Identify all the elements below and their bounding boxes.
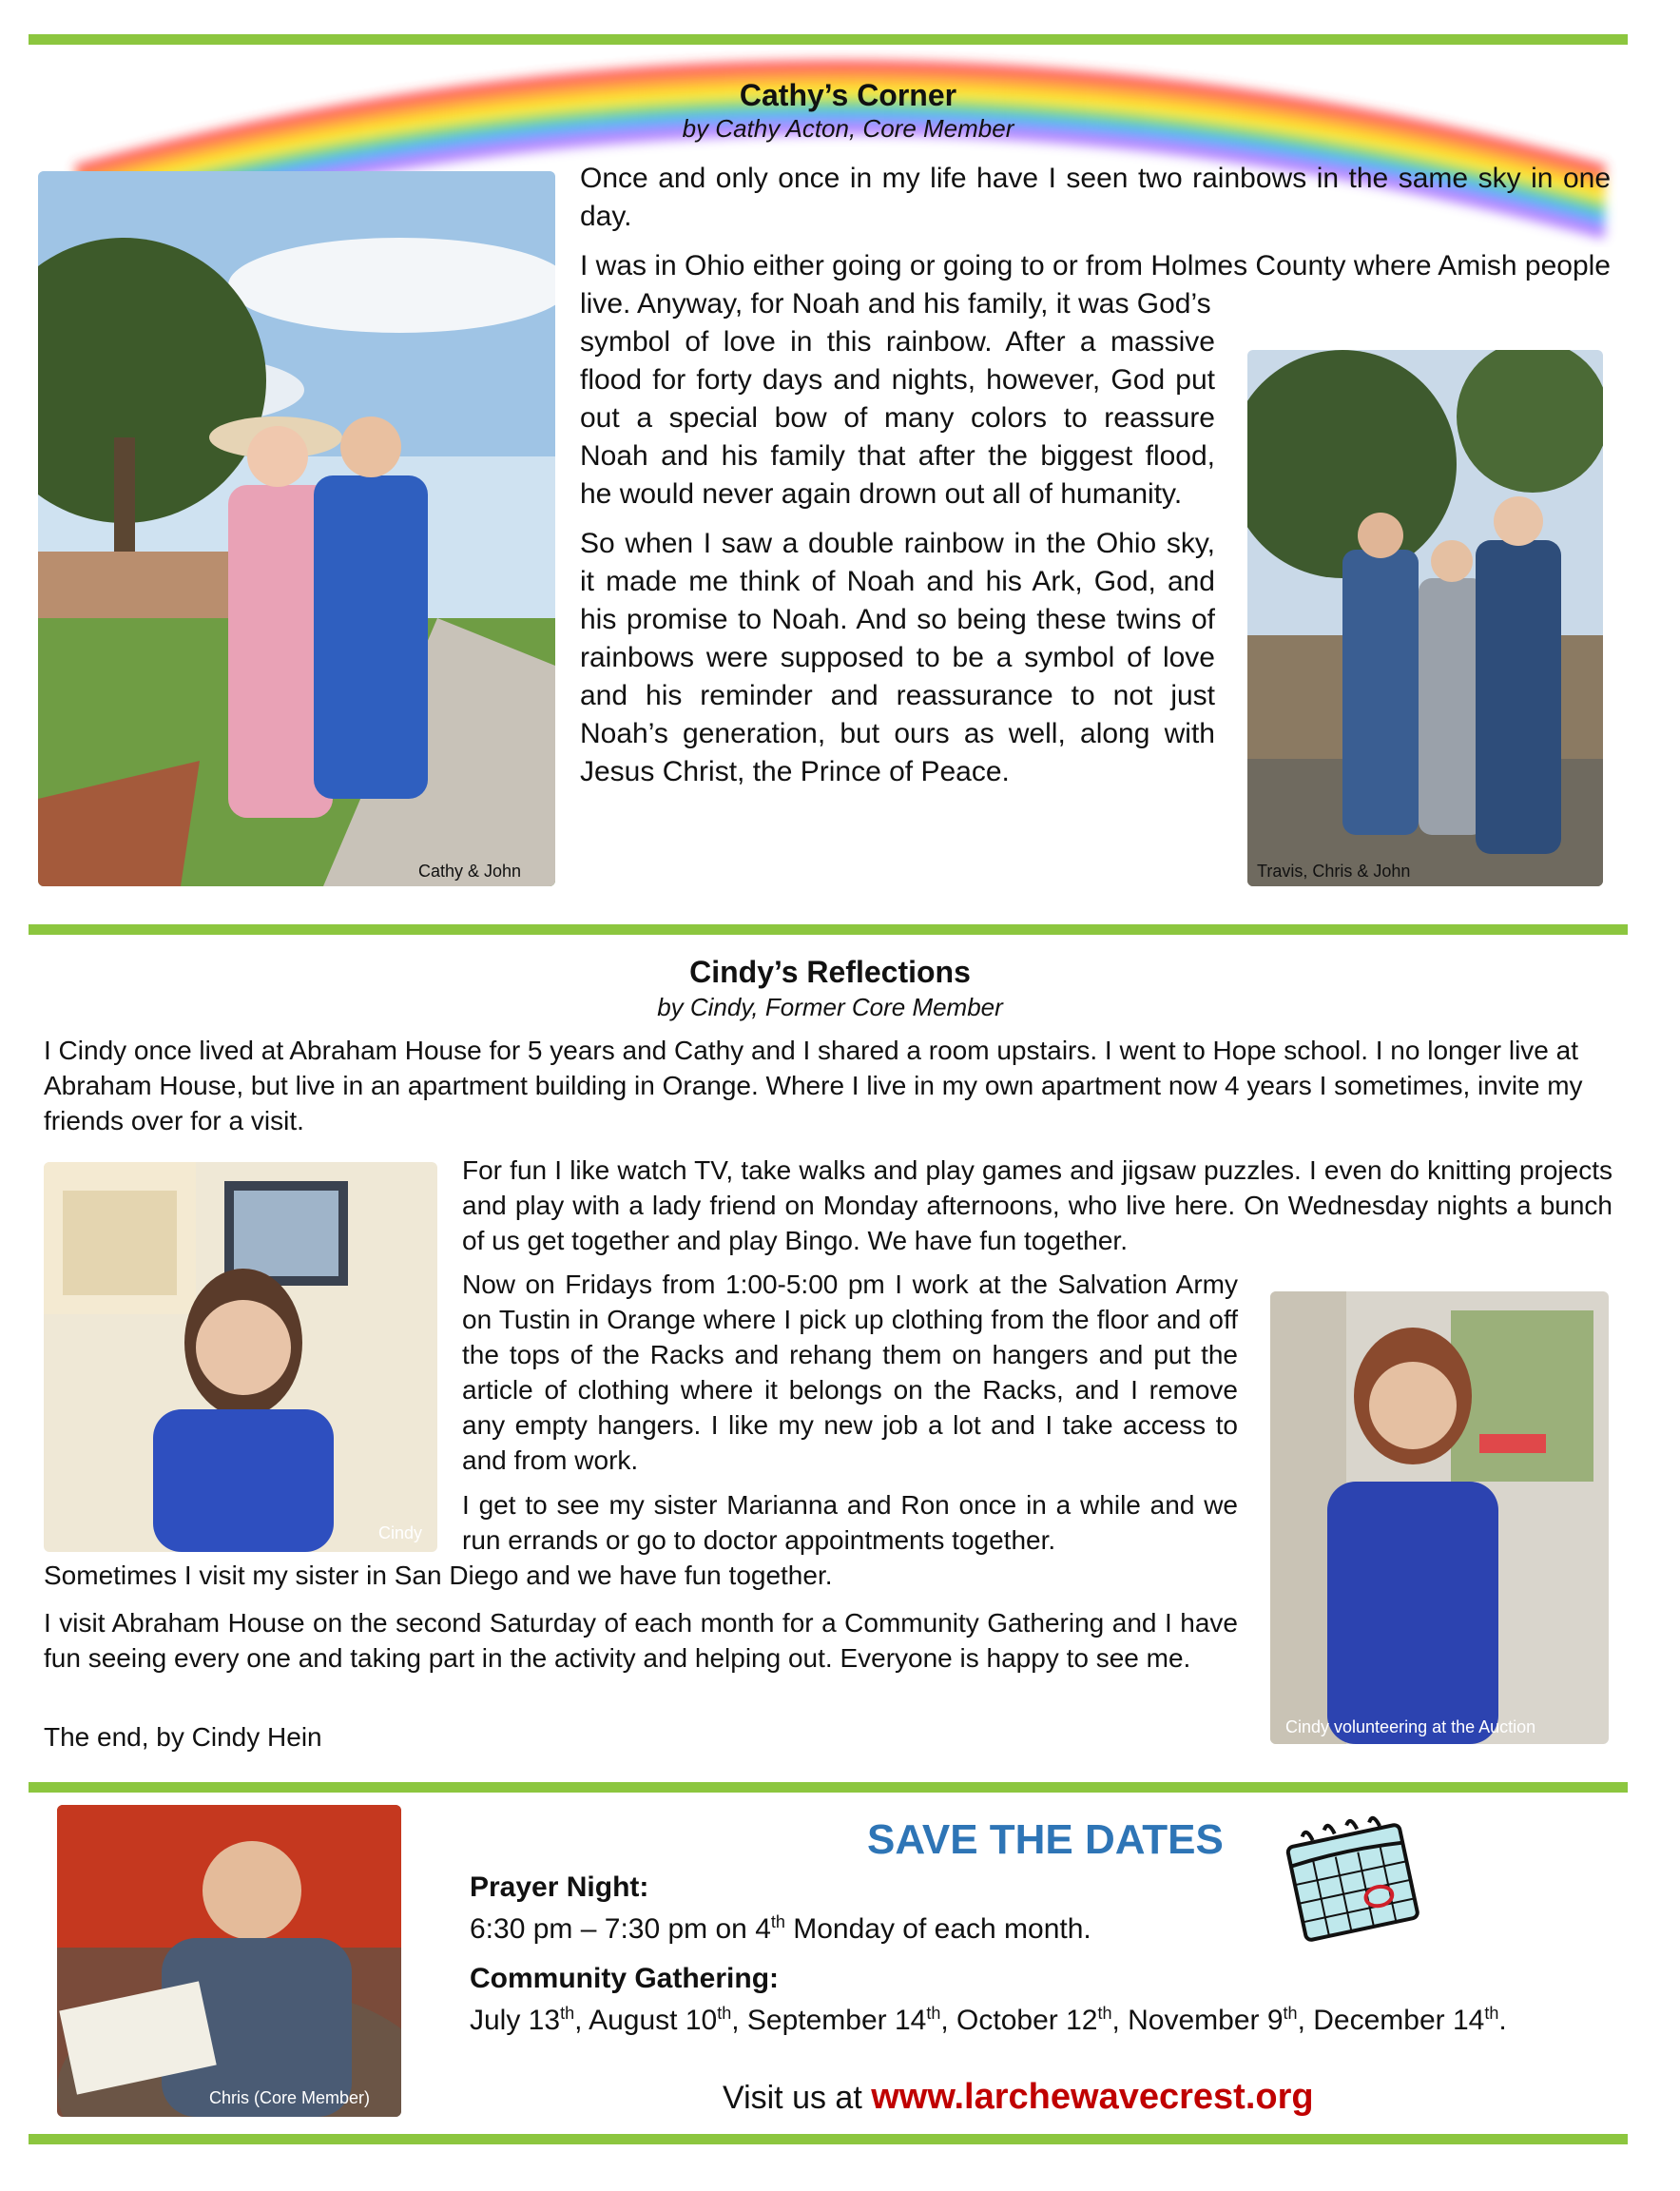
cathy-title: Cathy’s Corner — [739, 78, 957, 112]
date-september: , September 14 — [731, 2005, 927, 2036]
community-gathering-dates — [470, 2005, 1507, 2037]
community-gathering-block — [470, 1963, 1507, 2037]
prayer-night-block — [470, 1871, 1091, 1946]
ordinal: th — [1283, 2004, 1298, 2023]
visit-us-line — [723, 2077, 1314, 2118]
section-divider-1 — [29, 924, 1628, 935]
cathy-paragraph-2a: I was in Ohio either going or going to or from Holmes County where Amish people live. Anyway, for Noah and his family, it was God’s — [580, 250, 1611, 320]
photo-cindy — [44, 1162, 437, 1552]
photo-travis-chris-john — [1247, 350, 1603, 886]
visit-us-text: Visit us at — [723, 2080, 872, 2116]
community-gathering-label: Community Gathering: — [470, 1963, 780, 1994]
photo-cindy-auction — [1270, 1291, 1609, 1744]
prayer-ordinal: th — [770, 1912, 785, 1931]
date-august: , August 10 — [574, 2005, 718, 2036]
cindy-byline: by Cindy, Former Core Member — [657, 993, 1003, 1021]
cathy-text-column — [580, 323, 1215, 803]
website-link[interactable]: www.larchewavecrest.org — [871, 2077, 1314, 2117]
dates-period: . — [1498, 2005, 1507, 2036]
cindy-paragraph-1: I Cindy once lived at Abraham House for 5 years and Cathy and I shared a room upstairs. I went to Hope school. I no longer live at Abraham House, but live in an apartment building in Orange. Where I live in my own apartment now 4 years I sometimes, invite my friends over for a visit. — [44, 1036, 1583, 1135]
save-the-dates-heading: SAVE THE DATES — [867, 1816, 1224, 1863]
ordinal: th — [926, 2004, 941, 2023]
date-july: July 13 — [470, 2005, 561, 2036]
date-october: , October 12 — [940, 2005, 1098, 2036]
prayer-time-text-end: Monday of each month. — [784, 1913, 1091, 1945]
date-november: , November 9 — [1111, 2005, 1284, 2036]
cindy-paragraph-4a: I get to see my sister Marianna and Ron once in a while and we run errands or go to doctor appointments together. — [462, 1490, 1238, 1555]
cathy-text-top — [580, 160, 1611, 323]
caption-cathy-john: Cathy & John — [418, 862, 522, 881]
section-divider-2 — [29, 1782, 1628, 1793]
photo-cathy-john — [38, 171, 555, 886]
prayer-night-time — [470, 1913, 1091, 1946]
ordinal: th — [1097, 2004, 1112, 2023]
cathy-paragraph-3: So when I saw a double rainbow in the Ohio sky, it made me think of Noah and his Ark, God, and his promise to Noah. And so being these twins of rainbows were supposed to be a symbol of love and his reminder and reassurance to not just Noah’s generation, but ours as well, along with Jesus Christ, the Prince of Peace. — [580, 528, 1215, 787]
caption-chris: Chris (Core Member) — [209, 2088, 371, 2107]
prayer-night-label: Prayer Night: — [470, 1871, 649, 1903]
calendar-icon — [1274, 1811, 1426, 1948]
cathy-paragraph-1: Once and only once in my life have I seen two rainbows in the same sky in one day. — [580, 163, 1611, 232]
cathy-paragraph-2b: symbol of love in this rainbow. After a massive flood for forty days and nights, however, God put out a special bow of many colors to reassure Noah and his family that after the biggest flood, he would never again drown out all of humanity. — [580, 326, 1215, 510]
cathy-byline: by Cathy Acton, Core Member — [682, 114, 1014, 143]
caption-cindy: Cindy — [378, 1523, 423, 1542]
cindy-title: Cindy’s Reflections — [689, 955, 971, 989]
photo-chris — [57, 1805, 401, 2117]
ordinal: th — [717, 2004, 732, 2023]
caption-travis-chris-john: Travis, Chris & John — [1257, 862, 1411, 881]
bottom-divider — [29, 2134, 1628, 2144]
caption-cindy-auction: Cindy volunteering at the Auction — [1285, 1717, 1536, 1736]
cindy-paragraph-4b: Sometimes I visit my sister in San Diego and we have fun together. — [44, 1561, 833, 1590]
ordinal: th — [1484, 2004, 1499, 2023]
prayer-time-text: 6:30 pm – 7:30 pm on 4 — [470, 1913, 771, 1945]
cindy-paragraph-2: For fun I like watch TV, take walks and play games and jigsaw puzzles. I even do knitting projects and play with a lady friend on Monday afternoons, who live here. On Wednesday nights a bunch of us get together and play Bingo. We have fun together. — [462, 1155, 1612, 1255]
cindy-paragraph-5: I visit Abraham House on the second Saturday of each month for a Community Gathering and I have fun seeing every one and taking part in the activity and helping out. Everyone is happy to see me. — [44, 1608, 1238, 1673]
ordinal: th — [560, 2004, 575, 2023]
date-december: , December 14 — [1297, 2005, 1485, 2036]
cindy-paragraph-3: Now on Fridays from 1:00-5:00 pm I work at the Salvation Army on Tustin in Orange where I pick up clothing from the floor and off the tops of the Racks and rehang them on hangers and put the article of clothing where it belongs on the Racks, and I remove any empty hangers. I like my new job a lot and I take access to and from work. — [462, 1270, 1238, 1475]
cindy-paragraph-6: The end, by Cindy Hein — [44, 1722, 322, 1752]
